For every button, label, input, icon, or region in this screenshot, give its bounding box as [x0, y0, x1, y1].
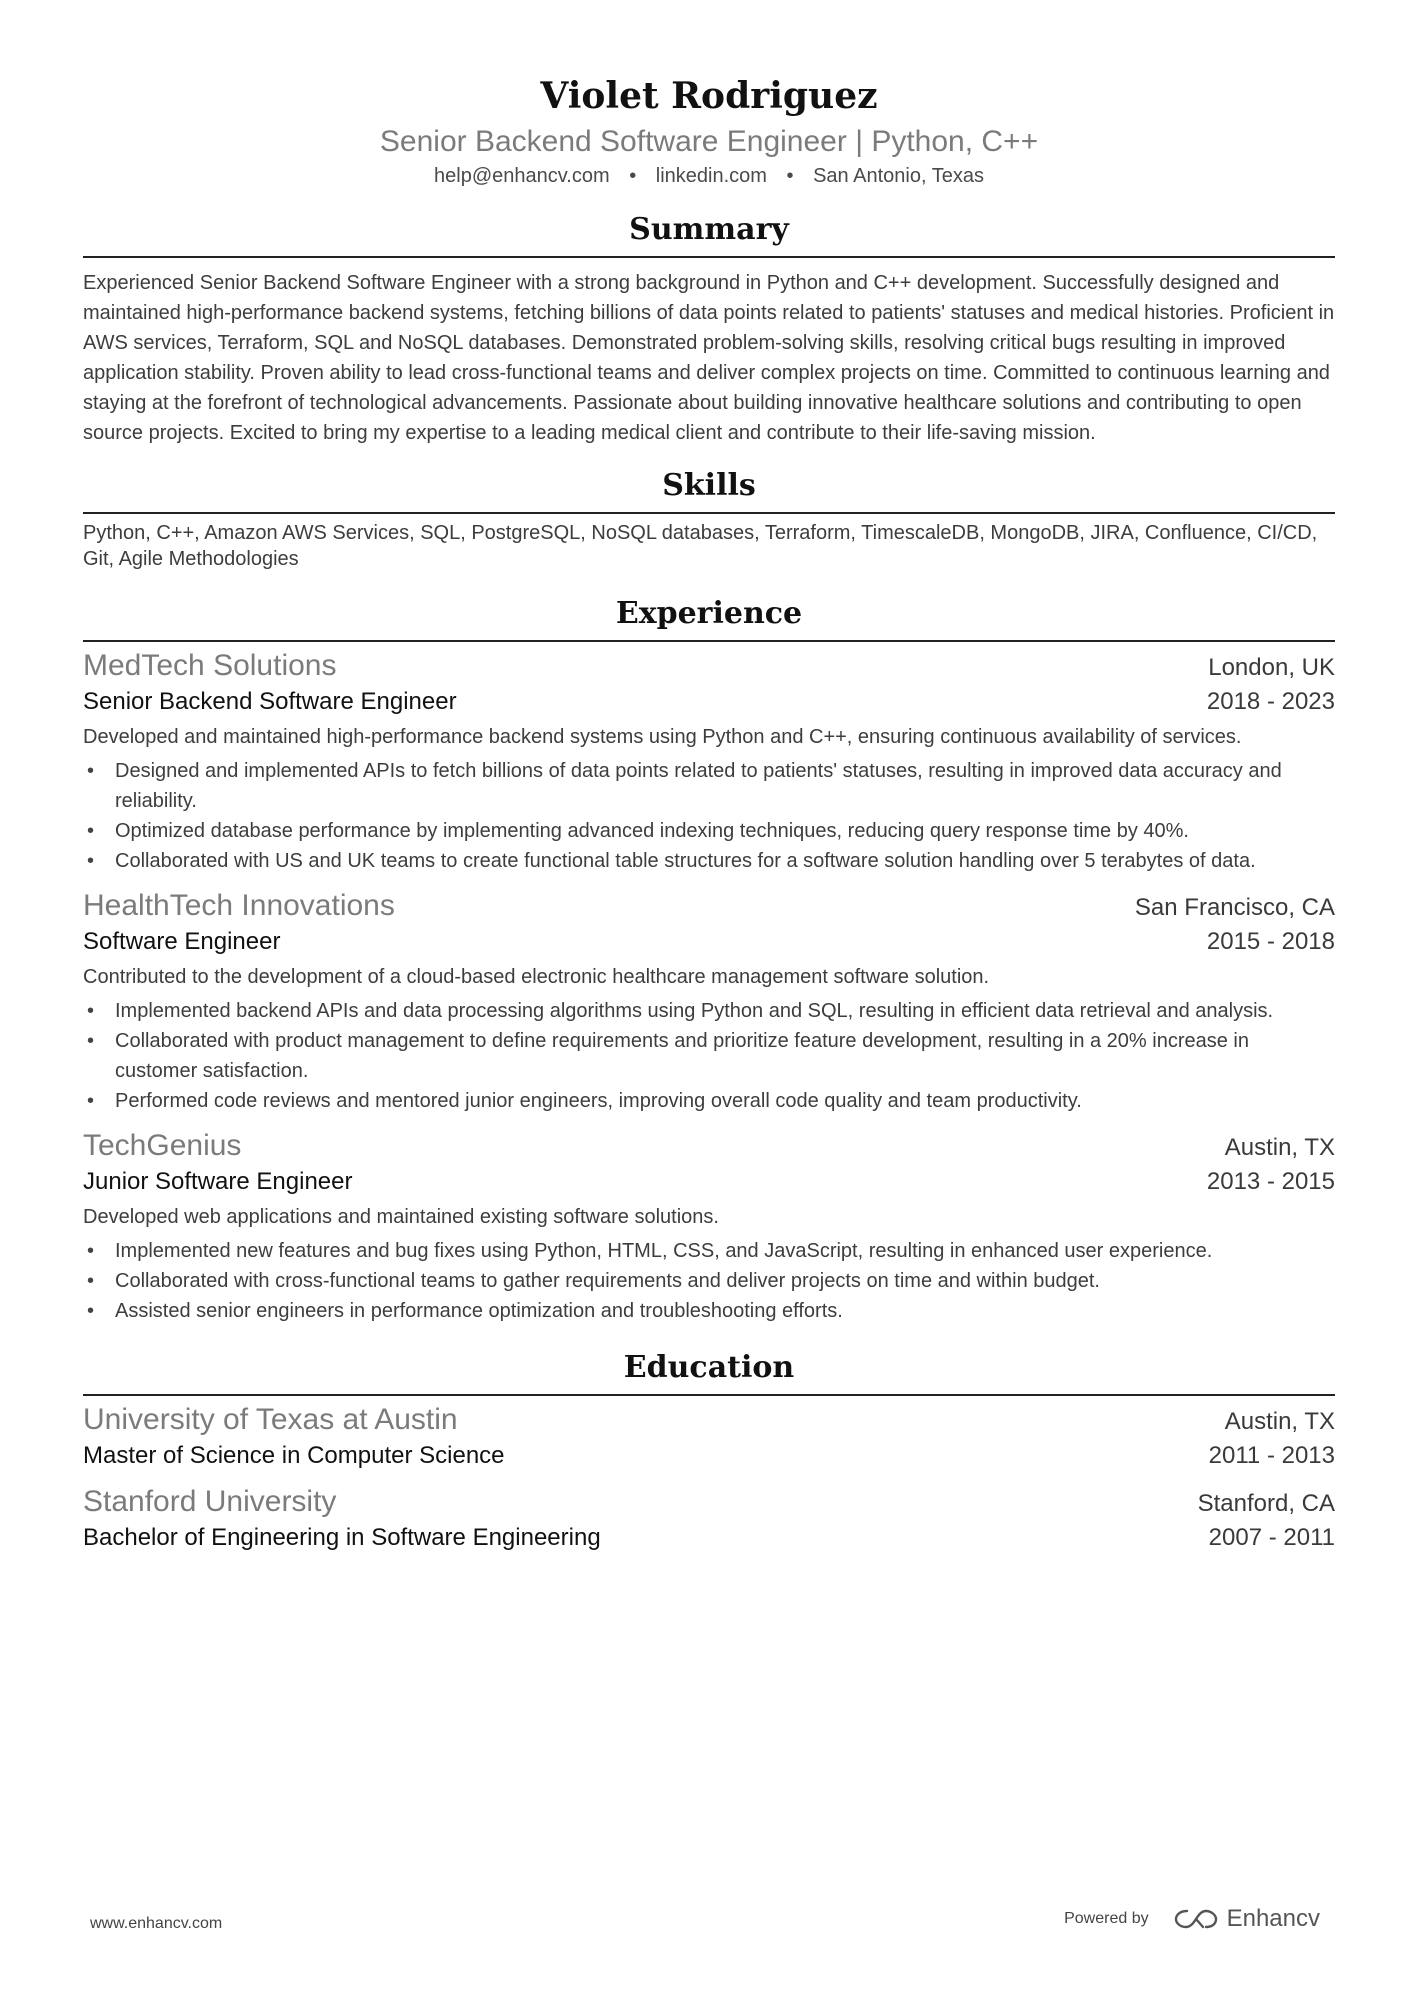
section-heading-education: Education	[623, 1350, 795, 1385]
powered-by-label: Powered by	[1064, 1910, 1149, 1927]
section-heading-summary: Summary	[629, 212, 789, 247]
bullet-icon: •	[87, 1090, 95, 1112]
skills-section	[83, 466, 1335, 572]
job-location: Austin, TX	[1224, 1134, 1335, 1161]
footer-branding	[1064, 1905, 1320, 1933]
school-location: Stanford, CA	[1197, 1490, 1335, 1517]
degree-name: Master of Science in Computer Science	[83, 1442, 505, 1469]
job-dates: 2015 - 2018	[1206, 928, 1335, 955]
contact-separator: •	[629, 165, 637, 187]
enhancv-logo-icon	[1173, 1907, 1219, 1931]
bullet-icon: •	[87, 1030, 95, 1052]
list-item: • Implemented new features and bug fixes using Python, HTML, CSS, and JavaScript, resulting in enhanced user experience.	[83, 1236, 1335, 1266]
bullet-icon: •	[87, 1240, 95, 1262]
list-item: • Assisted senior engineers in performance optimization and troubleshooting efforts.	[83, 1296, 1335, 1326]
job-location: San Francisco, CA	[1134, 894, 1335, 921]
job-description: Developed web applications and maintained existing software solutions.	[83, 1206, 719, 1228]
education-section	[83, 1348, 1335, 1554]
skills-text: Python, C++, Amazon AWS Services, SQL, PostgreSQL, NoSQL databases, Terraform, TimescaleDB, MongoDB, JIRA, Confluence, CI/CD, Git, Agile Methodologies	[83, 522, 1318, 570]
school-name: Stanford University	[83, 1485, 337, 1518]
contact-line	[83, 162, 1335, 190]
job-bullets	[83, 1236, 1335, 1326]
bullet-icon: •	[87, 1270, 95, 1292]
job-title: Software Engineer	[83, 928, 281, 955]
list-item: • Designed and implemented APIs to fetch billions of data points related to patients' statuses, resulting in improved data accuracy and reliability.	[83, 756, 1335, 816]
job-bullets	[83, 756, 1335, 876]
list-item: • Collaborated with US and UK teams to create functional table structures for a software solution handling over 5 terabytes of data.	[83, 846, 1335, 876]
section-divider	[83, 640, 1335, 642]
section-divider	[83, 512, 1335, 514]
summary-section	[83, 210, 1335, 448]
school-name: University of Texas at Austin	[83, 1403, 458, 1436]
job-location: London, UK	[1208, 654, 1335, 681]
enhancv-brand[interactable]	[1173, 1905, 1320, 1933]
experience-entry	[83, 886, 1335, 1116]
section-divider	[83, 256, 1335, 258]
degree-name: Bachelor of Engineering in Software Engineering	[83, 1524, 601, 1551]
bullet-icon: •	[87, 1300, 95, 1322]
list-item: • Performed code reviews and mentored junior engineers, improving overall code quality and team productivity.	[83, 1086, 1335, 1116]
candidate-title: Senior Backend Software Engineer | Python, C++	[379, 125, 1039, 158]
bullet-icon: •	[87, 760, 95, 782]
contact-separator: •	[786, 165, 794, 187]
section-heading-experience: Experience	[615, 596, 803, 631]
experience-section	[83, 594, 1335, 1326]
section-heading-skills: Skills	[662, 468, 756, 503]
education-dates: 2011 - 2013	[1208, 1442, 1335, 1469]
resume-content	[83, 70, 1335, 1564]
company-name: TechGenius	[83, 1129, 242, 1162]
school-location: Austin, TX	[1224, 1408, 1335, 1435]
summary-text: Experienced Senior Backend Software Engineer with a strong background in Python and C++ development. Successfully designed and maintained high-performance backend systems, fetching billions of data points related to patients' statuses and medical histories. Proficient in AWS services, Terraform, SQL and NoSQL databases. Demonstrated problem-solving skills, resolving critical bugs resulting in improved application stability. Proven ability to lead cross-functional teams and deliver complex projects on time. Committed to continuous learning and staying at the forefront of technological advancements. Passionate about building innovative healthcare solutions and contributing to open source projects. Excited to bring my expertise to a leading medical client and contribute to their life-saving mission.	[83, 272, 1335, 444]
job-description: Developed and maintained high-performance backend systems using Python and C++, ensuring continuous availability of services.	[83, 726, 1242, 748]
contact-location: San Antonio, Texas	[813, 165, 984, 187]
list-item: • Implemented backend APIs and data processing algorithms using Python and SQL, resulting in efficient data retrieval and analysis.	[83, 996, 1335, 1026]
contact-email[interactable]: help@enhancv.com	[434, 165, 610, 187]
list-item: • Collaborated with product management to define requirements and prioritize feature development, resulting in a 20% increase in customer satisfaction.	[83, 1026, 1335, 1086]
job-description: Contributed to the development of a cloud-based electronic healthcare management software solution.	[83, 966, 990, 988]
job-dates: 2018 - 2023	[1206, 688, 1335, 715]
education-dates: 2007 - 2011	[1208, 1524, 1335, 1551]
brand-name: Enhancv	[1226, 1905, 1320, 1932]
education-entry	[83, 1482, 1335, 1554]
bullet-icon: •	[87, 850, 95, 872]
company-name: HealthTech Innovations	[83, 889, 395, 922]
experience-entry	[83, 646, 1335, 876]
bullet-icon: •	[87, 820, 95, 842]
contact-linkedin[interactable]: linkedin.com	[655, 165, 767, 187]
job-dates: 2013 - 2015	[1206, 1168, 1335, 1195]
company-name: MedTech Solutions	[83, 649, 337, 682]
education-entry	[83, 1400, 1335, 1472]
candidate-name: Violet Rodriguez	[540, 75, 878, 117]
bullet-icon: •	[87, 1000, 95, 1022]
footer-website[interactable]: www.enhancv.com	[90, 1915, 223, 1932]
job-bullets	[83, 996, 1335, 1116]
list-item: • Optimized database performance by implementing advanced indexing techniques, reducing query response time by 40%.	[83, 816, 1335, 846]
section-divider	[83, 1394, 1335, 1396]
experience-entry	[83, 1126, 1335, 1326]
job-title: Senior Backend Software Engineer	[83, 688, 457, 715]
list-item: • Collaborated with cross-functional teams to gather requirements and deliver projects on time and within budget.	[83, 1266, 1335, 1296]
job-title: Junior Software Engineer	[83, 1168, 353, 1195]
